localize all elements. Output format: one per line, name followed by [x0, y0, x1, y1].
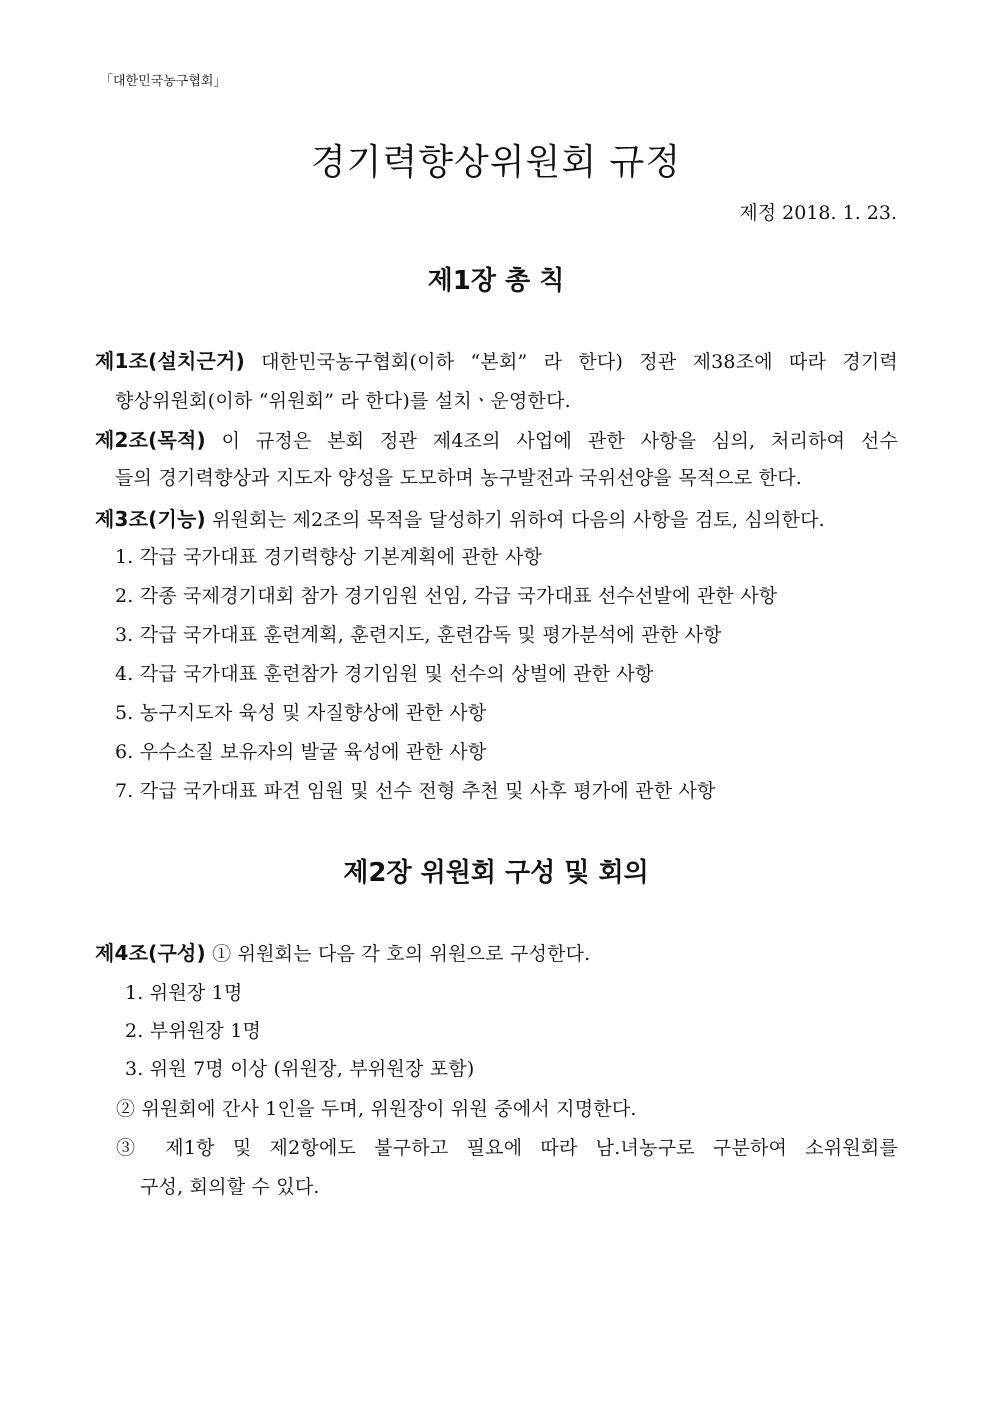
- header-tag: 「대한민국농구협회」: [100, 74, 227, 89]
- list-item: 5. 농구지도자 육성 및 자질향상에 관한 사항: [115, 702, 487, 724]
- article2-text1: 이 규정은 본회 정관 제4조의 사업에 관한 사항을 심의, 처리하여 선수: [205, 430, 898, 452]
- article3-label: 제3조(기능): [95, 507, 206, 531]
- article1-label: 제1조(설치근거): [95, 349, 245, 373]
- list-item: 1. 위원장 1명: [125, 982, 243, 1004]
- article2-line2: 들의 경기력향상과 지도자 양성을 도모하며 농구발전과 국위선양을 목적으로 한다.: [115, 467, 802, 489]
- article4-para3-line2: 구성, 회의할 수 있다.: [140, 1176, 320, 1198]
- article2-label: 제2조(목적): [95, 428, 206, 452]
- article4-text1: ① 위원회는 다음 각 호의 위원으로 구성한다.: [205, 943, 591, 965]
- article3-text1: 위원회는 제2조의 목적을 달성하기 위하여 다음의 사항을 검토, 심의한다.: [205, 509, 825, 531]
- article4-para3-line1: ③ 제1항 및 제2항에도 불구하고 필요에 따라 남.녀농구로 구분하여 소위원회를: [116, 1137, 898, 1159]
- list-item: 2. 부위원장 1명: [125, 1020, 262, 1042]
- article2-line1: [95, 424, 898, 453]
- article4-label: 제4조(구성): [95, 941, 206, 965]
- list-item: 3. 각급 국가대표 훈련계획, 훈련지도, 훈련감독 및 평가분석에 관한 사항: [115, 624, 722, 646]
- article1-line2: 향상위원회(이하 “위원회” 라 한다)를 설치ㆍ운영한다.: [115, 390, 571, 412]
- list-item: 1. 각급 국가대표 경기력향상 기본계획에 관한 사항: [115, 546, 543, 568]
- article3-line1: [95, 503, 825, 532]
- list-item: 2. 각종 국제경기대회 참가 경기임원 선임, 각급 국가대표 선수선발에 관한 사항: [115, 585, 778, 607]
- chapter2-title: 제2장 위원회 구성 및 회의: [343, 858, 649, 888]
- article1-text1: 대한민국농구협회(이하 “본회” 라 한다) 정관 제38조에 따라 경기력: [244, 351, 898, 373]
- article4-para2: ② 위원회에 간사 1인을 두며, 위원장이 위원 중에서 지명한다.: [116, 1098, 637, 1120]
- article4-line1: [95, 937, 590, 966]
- list-item: 3. 위원 7명 이상 (위원장, 부위원장 포함): [125, 1058, 475, 1080]
- document-title: 경기력향상위원회 규정: [310, 142, 682, 183]
- list-item: 6. 우수소질 보유자의 발굴 육성에 관한 사항: [115, 741, 487, 763]
- list-item: 4. 각급 국가대표 훈련참가 경기임원 및 선수의 상벌에 관한 사항: [115, 663, 654, 685]
- chapter1-title: 제1장 총 칙: [427, 266, 565, 296]
- enactment-date: 제정 2018. 1. 23.: [739, 202, 897, 224]
- list-item: 7. 각급 국가대표 파견 임원 및 선수 전형 추천 및 사후 평가에 관한 사항: [115, 780, 716, 802]
- article1-line1: [95, 345, 898, 374]
